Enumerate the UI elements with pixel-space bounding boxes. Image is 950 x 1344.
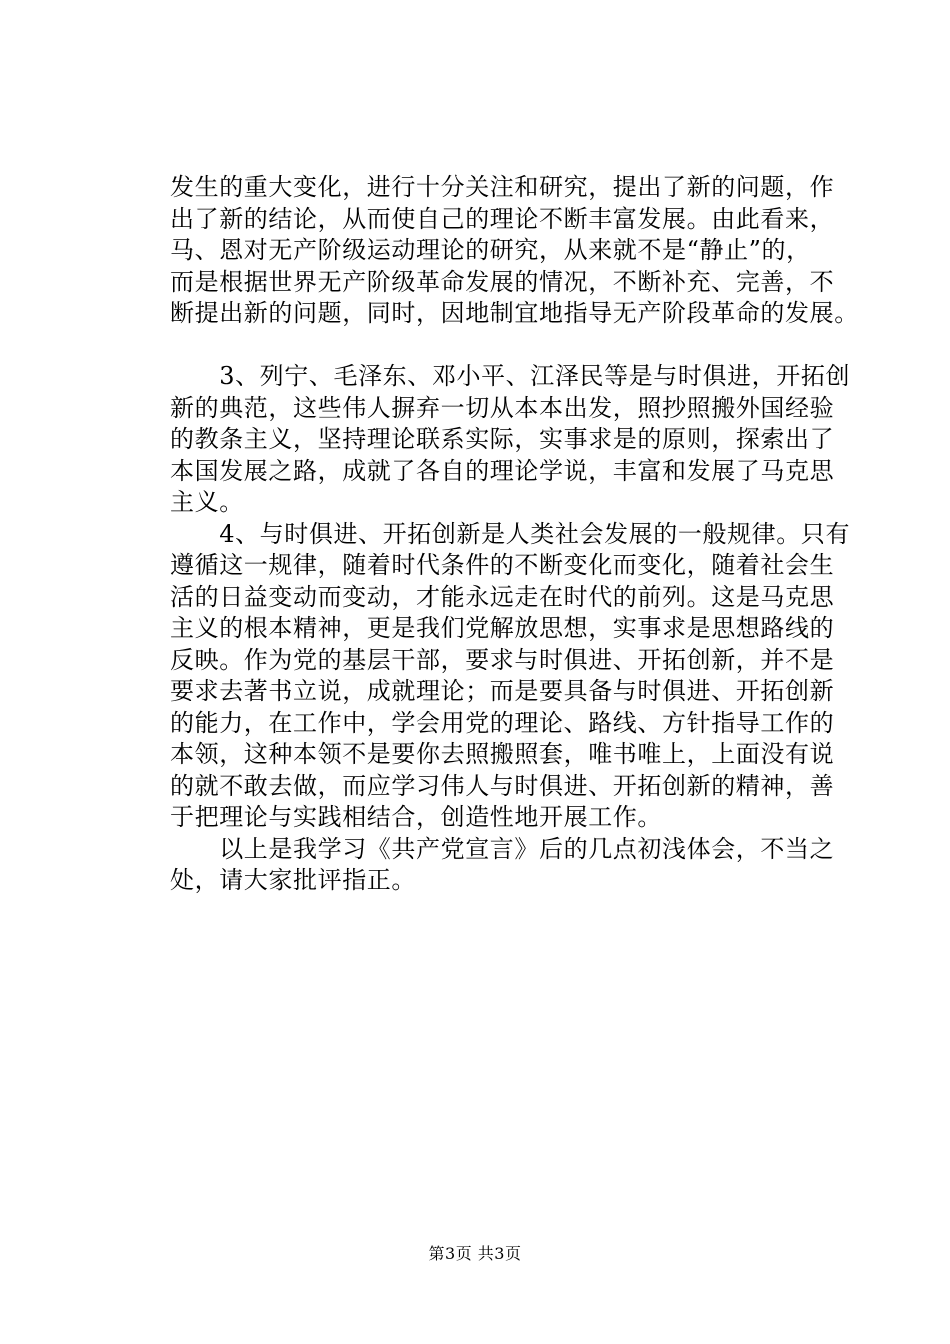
text-line: 于把理论与实践相结合，创造性地开展工作。 [170, 803, 662, 831]
text-line: 断提出新的问题，同时，因地制宜地指导无产阶段革命的发展。 [170, 299, 859, 327]
paragraph-gap [170, 330, 825, 362]
text-line: 马、恩对无产阶级运动理论的研究，从来就不是“静止”的， [170, 236, 811, 264]
text-line: 本领，这种本领不是要你去照搬照套，唯书唯上，上面没有说 [170, 740, 835, 768]
text-line: 遵循这一规律，随着时代条件的不断变化而变化，随着社会生 [170, 551, 835, 579]
text-line: 的就不敢去做，而应学习伟人与时俱进、开拓创新的精神，善 [170, 771, 835, 800]
text-line: 本国发展之路，成就了各自的理论学说，丰富和发展了马克思 [170, 456, 835, 485]
text-line: 4、与时俱进、开拓创新是人类社会发展的一般规律。只有 [170, 519, 851, 548]
text-line: 3、列宁、毛泽东、邓小平、江泽民等是与时俱进，开拓创 [170, 362, 851, 390]
text-line: 要求去著书立说，成就理论；而是要具备与时俱进、开拓创新 [170, 677, 835, 705]
paragraph-4 [170, 834, 835, 897]
paragraph-3 [170, 519, 851, 834]
text-line: 以上是我学习《共产党宣言》后的几点初浅体会，不当之 [170, 834, 835, 863]
text-line: 发生的重大变化，进行十分关注和研究，提出了新的问题，作 [170, 173, 835, 201]
paragraph-1 [170, 172, 859, 330]
text-line: 活的日益变动而变动，才能永远走在时代的前列。这是马克思 [170, 582, 835, 611]
paragraph-2 [170, 361, 851, 519]
text-line: 新的典范，这些伟人摒弃一切从本本出发，照抄照搬外国经验 [170, 393, 835, 422]
text-line: 的教条主义，坚持理论联系实际，实事求是的原则，探索出了 [170, 425, 835, 453]
text-line: 反映。作为党的基层干部，要求与时俱进、开拓创新，并不是 [170, 645, 835, 674]
text-line: 而是根据世界无产阶级革命发展的情况，不断补充、完善，不 [170, 267, 835, 296]
page-footer: 第3页 共3页 [428, 1244, 522, 1263]
text-line: 处，请大家批评指正。 [170, 866, 416, 894]
text-line: 主义的根本精神，更是我们党解放思想，实事求是思想路线的 [170, 614, 835, 642]
text-line: 主义。 [170, 488, 244, 516]
document-body [170, 172, 859, 897]
text-line: 的能力，在工作中，学会用党的理论、路线、方针指导工作的 [170, 708, 835, 737]
text-line: 出了新的结论，从而使自己的理论不断丰富发展。由此看来， [170, 204, 835, 233]
